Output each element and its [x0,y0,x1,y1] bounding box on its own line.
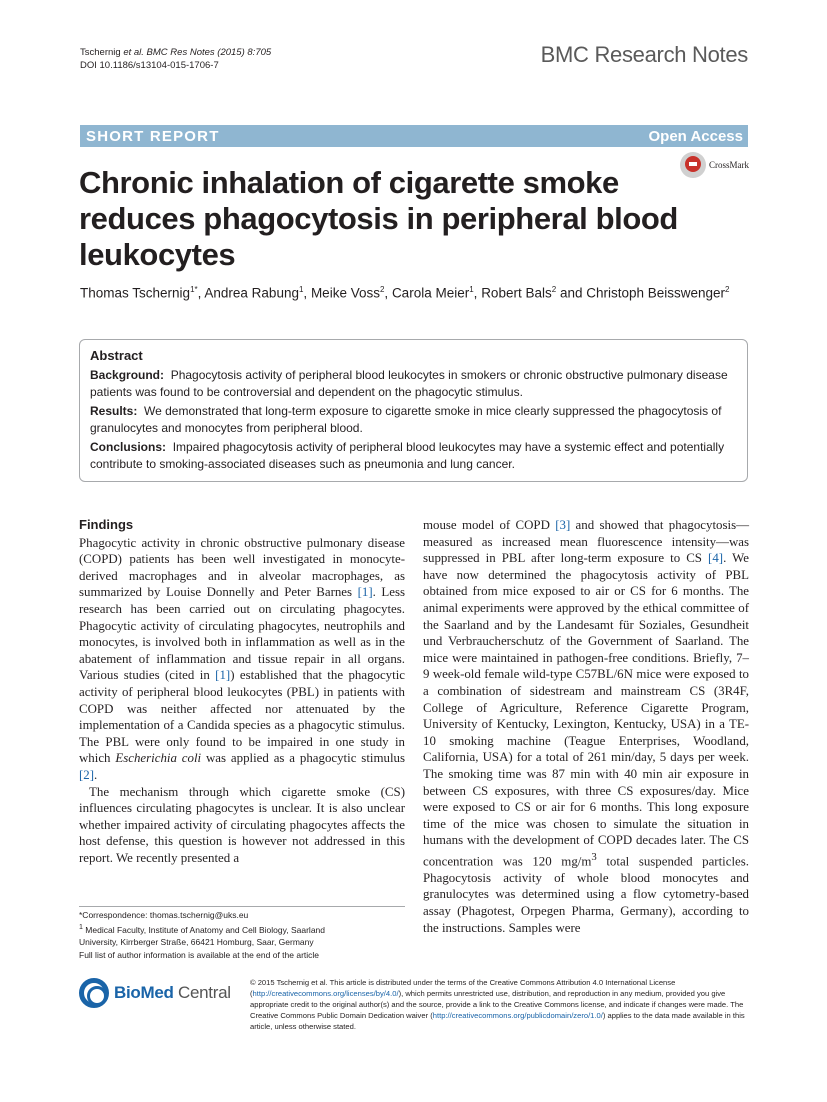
article-title: Chronic inhalation of cigarette smoke reduces phagocytosis in peripheral blood leukocytes [79,165,678,272]
correspondence: *Correspondence: thomas.tschernig@uks.eu [79,910,249,920]
doi[interactable]: DOI 10.1186/s13104-015-1706-7 [80,60,219,71]
abstract-heading: Abstract [90,348,143,363]
author[interactable]: Carola Meier [391,285,470,301]
abstract-results: Results: We demonstrated that long-term exposure to cigarette smoke in mice clearly suppressed the phagocytosis of granulocytes and monocytes from peripheral blood. [90,404,722,435]
abstract-conclusions: Conclusions: Impaired phagocytosis activity of peripheral blood leukocytes may have a systemic effect and potentially contribute to smoking-associated diseases such as pneumonia and lung cancer. [90,440,725,471]
author-affiliation: 1 [469,285,474,294]
open-access-label: Open Access [648,127,743,145]
biomed-central-logo[interactable] [79,978,231,1008]
citation-block [80,46,271,72]
author-affiliation: 1* [190,285,198,294]
citation-authors: Tschernig [80,47,121,58]
author-affiliation: 2 [379,285,385,294]
biomed-logo-icon [79,978,109,1008]
reference-link[interactable]: [2] [79,767,95,782]
footnote-divider [79,906,405,907]
abstract-background: Background: Phagocytosis activity of peripheral blood leukocytes in smokers or chronic obstructive pulmonary disease patients was found to be controversial and dependent on the phagocytic stimulus. [90,368,728,399]
author[interactable]: Christoph Beisswenger [586,285,726,301]
license-link[interactable]: http://creativecommons.org/licenses/by/4.0/ [252,989,399,999]
body-column-left [79,517,405,866]
author[interactable]: Thomas Tschernig [80,285,191,301]
citation-journal: et al. BMC Res Notes [123,47,215,58]
author[interactable]: Meike Voss [310,285,380,301]
reference-link[interactable]: [1] [357,585,373,600]
author-affiliation: 2 [725,285,730,294]
citation-year: (2015) 8:705 [217,47,272,58]
reference-link[interactable]: [1] [215,668,231,683]
license-statement: © 2015 Tschernig et al. This article is distributed under the terms of the Creative Commons Attribution 4.0 International License (http://creativecommons.org/licenses/by/4.0/), which permits unrestricted use, distribution, and reproduction in any medium, provided you give appropriate credit to the original author(s) and the source, provide a link to the Creative Commons license, and indicate if changes were made. The Creative Commons Public Domain Dedication waiver (http://creativecommons.org/publicdomain/zero/1.0/) applies to the data made available in this article, unless otherwise stated. [250,978,745,1032]
findings-heading: Findings [79,517,134,532]
body-paragraph: The mechanism through which cigarette smoke (CS) influences circulating phagocytes is unclear. It is also unclear whether impaired activity of circulating phagocytes affects the host defense, this question is however not addressed in this report. We recently presented a [79,784,405,865]
article-type-banner [80,125,748,147]
footnotes [79,909,409,961]
author[interactable]: Robert Bals [481,285,552,301]
affiliation: $^1$ Medical Faculty, Institute of Anatomy and Cell Biology, Saarland [79,923,325,936]
crossmark-label: CrossMark [709,160,749,170]
abstract-box [79,339,748,482]
author[interactable]: Andrea Rabung [204,285,299,301]
author-affiliation: 1 [298,285,304,294]
author-info-note: Full list of author information is available at the end of the article [79,949,320,960]
body-paragraph: Phagocytic activity in chronic obstructive pulmonary disease (COPD) patients has been well investigated in monocyte-derived macrophages and in alveolar macrophages, as summarized by Louise Donnelly and Peter Barnes [1]. Less research has been carried out on circulating phagocytes. Phagocytic activity of circulating phagocytes, neutrophils and monocytes, is involved both in inflammation as well as in the abatement of inflammation and tissue repair in all organs. Various studies (cited in [1]) established that the phagocytic activity of peripheral blood leukocytes (PBL) in patients with COPD was neither affected nor attenuated by the implementation of a Candida species as a phagocytic stimulus. The PBL were only found to be impaired in one study in which Escherichia coli was applied as a phagocytic stimulus [2]. [79,535,406,782]
reference-link[interactable]: [3] [555,518,571,532]
publisher-name: BioMed Central [114,983,231,1002]
journal-name: BMC Research Notes [540,42,748,67]
body-column-right [423,517,749,936]
body-paragraph: mouse model of COPD [3] and showed that phagocytosis—measured as increased mean fluorescence intensity—was suppressed in PBL after long-term exposure to CS [4]. We have now determined the phagocytosis activity of PBL obtained from mice exposed to air or CS for 6 months. The animal experiments were approved by the ethical committee of the Saarland and by the Landesamt für Soziales, Gesundheit und Verbraucherschutz of the Government of Saarland. The mice were maintained in pathogen-free conditions. Briefly, 7–9 week-old female wild-type C57BL/6N mice were exposed to a combination of sidestream and mainstream CS (3R4F, College of Agriculture, Reference Cigarette Program, University of Kentucky, Lexington, Kentucky, USA) in a TE-10 smoking machine (Teague Enterprises, Woodland, California, USA) for a total of 261 min/day, 5 days per week. The smoking time was 87 min with 40 min air exposure in between CS exposures, with three CS exposures/day. Mice were exposed to CS or air for 6 months. This long exposure time of the mice was chosen to simulate the situation in humans with the development of COPD decades later. The CS concentration was 120 $mg/m^3$ total suspended particles. Phagocytosis activity of whole blood monocytes and granulocytes was determined using a flow cytometry-based assay (Phagotest, Orpegen Pharma, Germany), according to the instructions. Samples were [423,518,750,935]
author-affiliation: 2 [551,285,557,294]
article-type: SHORT REPORT [86,127,220,145]
public-domain-link[interactable]: http://creativecommons.org/publicdomain/zero/1.0/ [432,1011,603,1021]
author-list: Thomas Tschernig$^{1*}$, Andrea Rabung$^1$, Meike Voss$^2$, Carola Meier$^1$, Robert Bals$^2$ and Christoph Beisswenger$^2$ [80,285,730,301]
affiliation-address: University, Kirrberger Straße, 66421 Homburg, Saar, Germany [79,937,314,948]
reference-link[interactable]: [4] [708,551,724,566]
